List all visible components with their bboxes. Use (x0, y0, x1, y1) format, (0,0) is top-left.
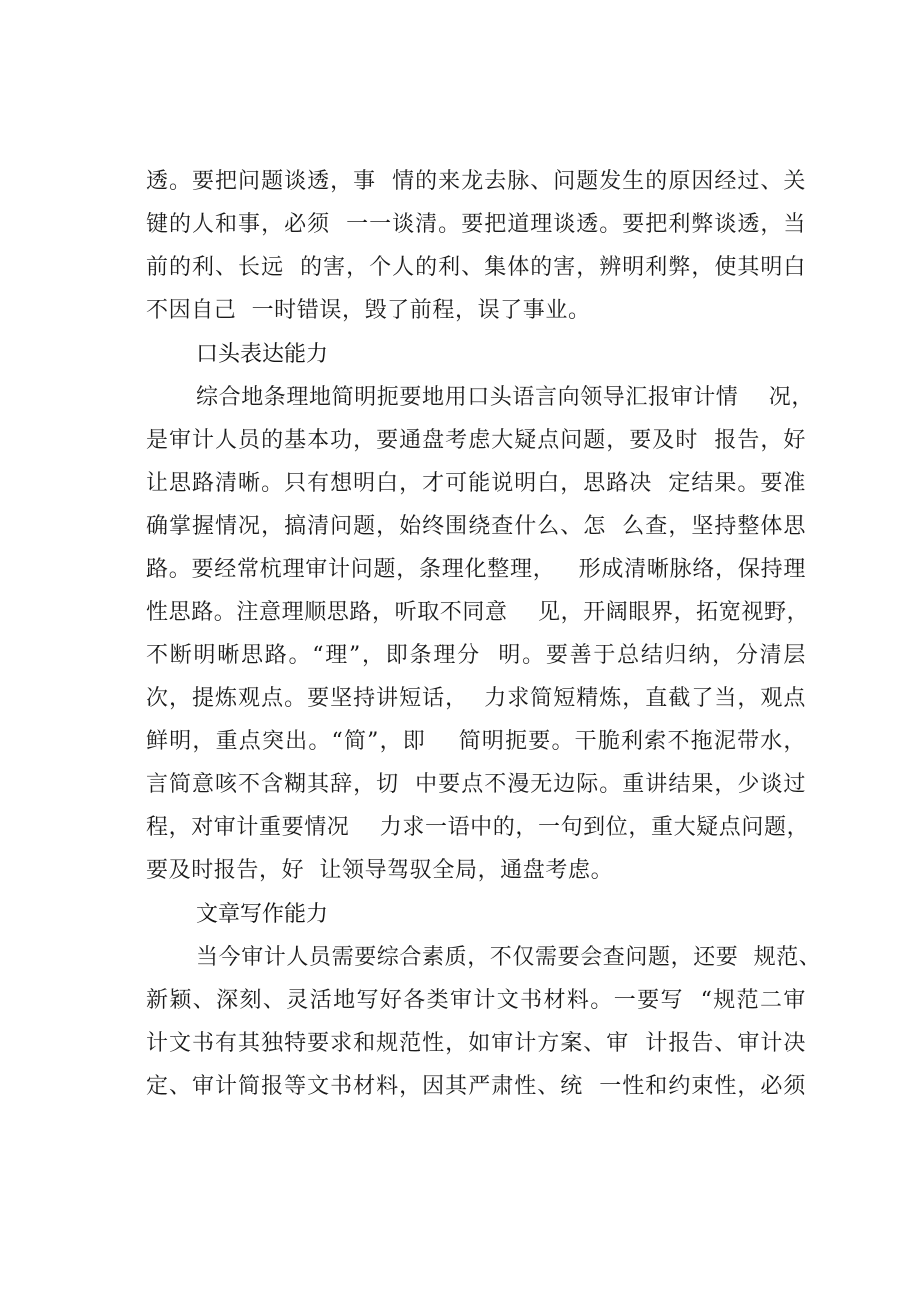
para1-line-4: 不因自己 一时错误，毁了前程，误了事业。 (146, 298, 591, 323)
section-heading-oral-expression: 口头表达能力 (196, 342, 329, 367)
para3-line-2: 新颖、深刻、灵活地写好各类审计文书材料。一要写 “规范二审 (146, 988, 806, 1013)
para2-line-3: 让思路清晰。只有想明白，才可能说明白，思路决 定结果。要准 (146, 471, 806, 496)
para2-line-4: 确掌握情况，搞清问题，始终围绕查什么、怎 么查，坚持整体思 (146, 514, 806, 539)
para2-line-6: 性思路。注意理顺思路，听取不同意 见，开阔眼界，拓宽视野， (146, 600, 810, 625)
para2-line-7: 不断明晰思路。“理”，即条理分 明。要善于总结归纳，分清层 (146, 643, 806, 668)
para3-line-3: 计文书有其独特要求和规范性，如审计方案、审 计报告、审计决 (146, 1031, 806, 1056)
para2-line-2: 是审计人员的基本功，要通盘考虑大疑点问题，要及时 报告，好 (146, 428, 806, 453)
para2-line-5: 路。要经常杭理审计问题，条理化整理， 形成清晰脉络，保持理 (146, 557, 806, 582)
para3-line-4: 定、审计简报等文书材料，因其严肃性、统 一性和约束性，必须 (146, 1074, 806, 1099)
para3-line-1: 当今审计人员需要综合素质，不仅需要会查问题，还要 规范、 (196, 945, 822, 970)
para2-line-8: 次，提炼观点。要坚持讲短话， 力求简短精炼，直截了当，观点 (146, 686, 806, 711)
para2-line-10: 言简意咳不含糊其辞，切 中要点不漫无边际。重讲结果，少谈过 (146, 772, 806, 797)
para1-line-1: 透。要把问题谈透，事 情的来龙去脉、问题发生的原因经过、关 (146, 169, 806, 194)
para2-line-9: 鲜明，重点突出。“简”，即 简明扼要。干脆利索不拖泥带水， (146, 729, 806, 754)
section-heading-article-writing: 文章写作能力 (196, 902, 329, 927)
para1-line-3: 前的利、长远 的害，个人的利、集体的害，辨明利弊，使其明白 (146, 255, 806, 280)
para2-line-12: 要及时报告，好 让领导驾驭全局，通盘考虑。 (146, 858, 614, 883)
para2-line-1: 综合地条理地简明扼要地用口头语言向领导汇报审计情 况， (196, 385, 814, 410)
para1-line-2: 键的人和事，必须 一一谈清。要把道理谈透。要把利弊谈透，当 (146, 212, 806, 237)
para2-line-11: 程，对审计重要情况 力求一语中的，一句到位，重大疑点问题， (146, 815, 810, 840)
